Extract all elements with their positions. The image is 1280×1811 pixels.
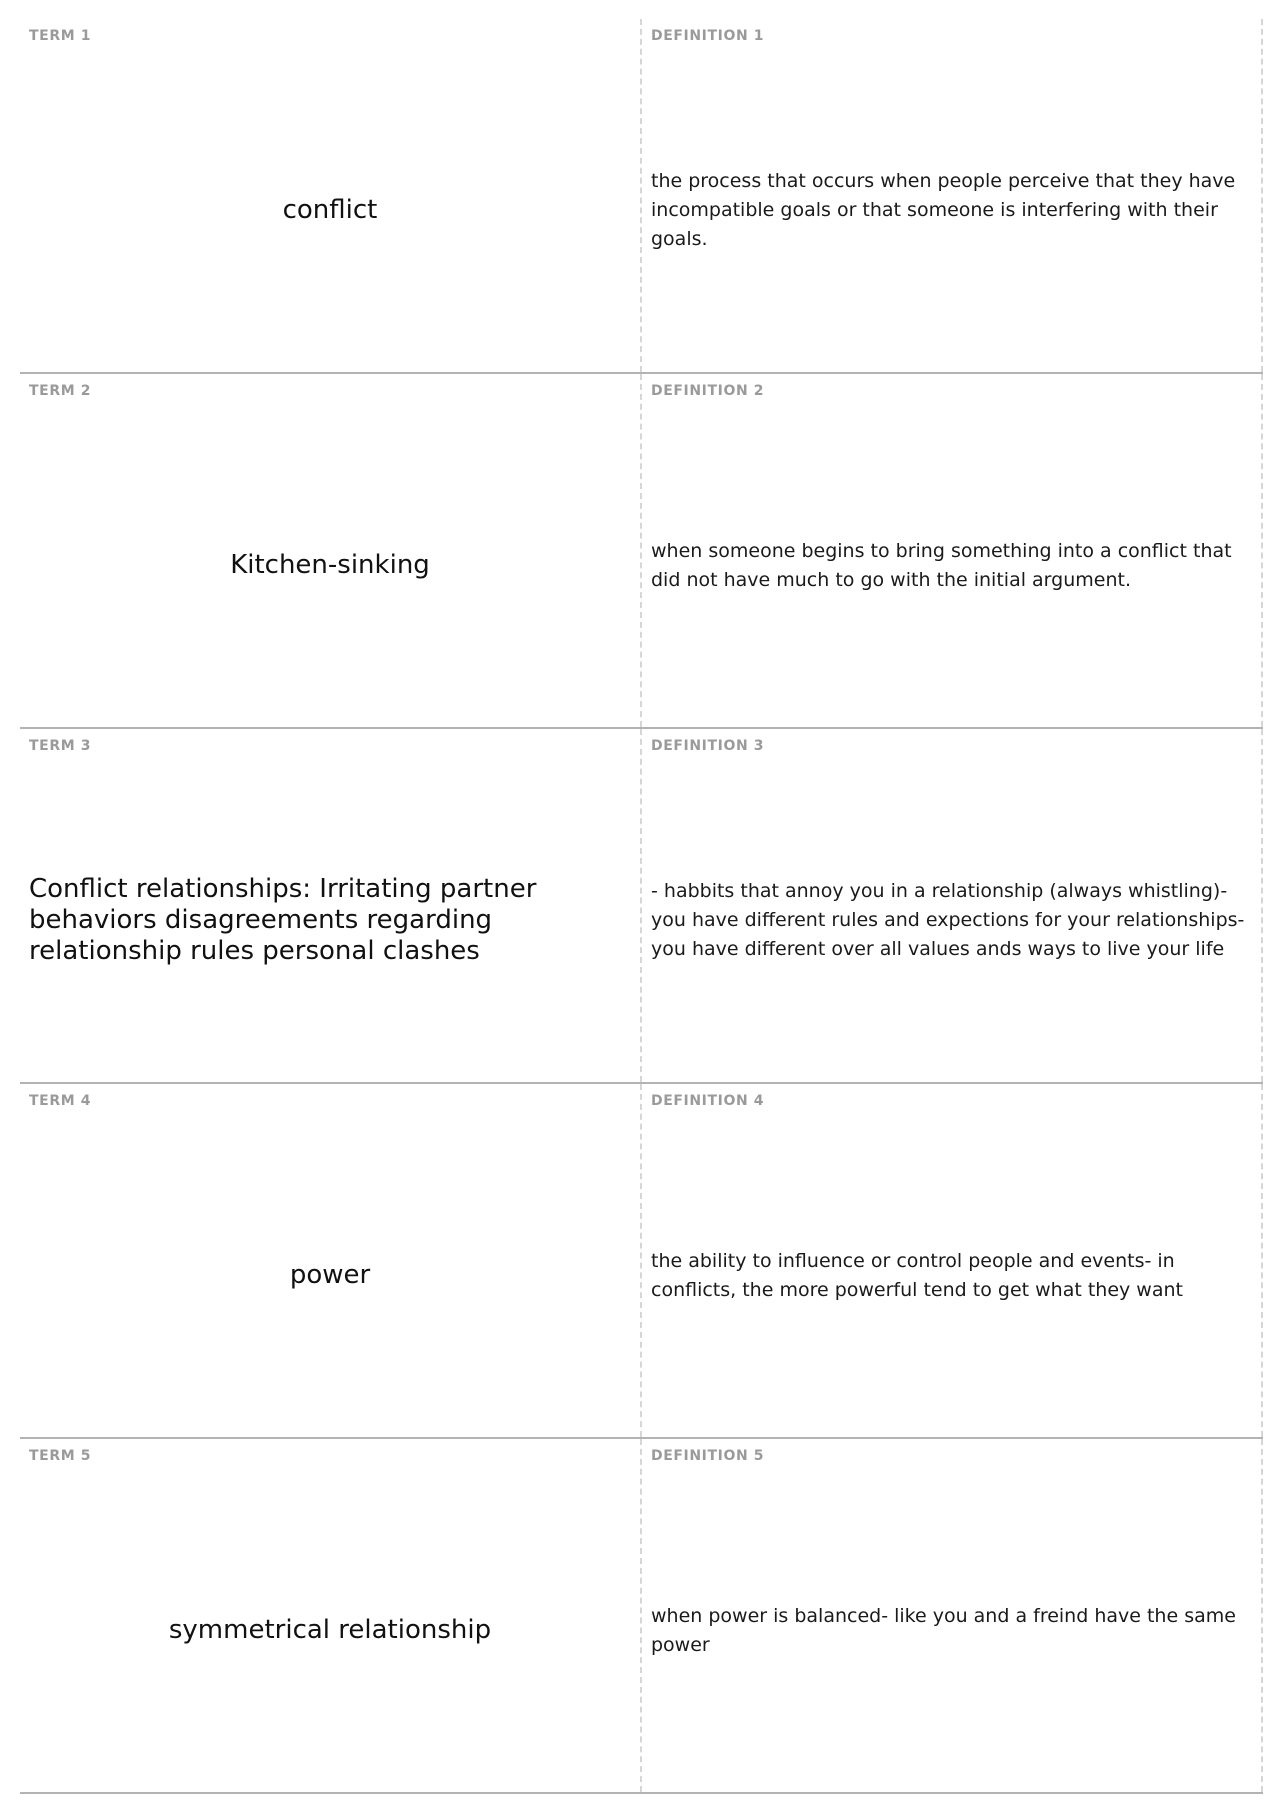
definition-label: DEFINITION 3: [651, 738, 765, 754]
term-cell-1: [20, 19, 642, 372]
flashcard-row-2: [20, 374, 1263, 729]
term-cell-5: [20, 1439, 642, 1792]
term-cell-4: [20, 1084, 642, 1437]
term-text: Kitchen-sinking: [230, 550, 430, 580]
definition-body: [651, 55, 1255, 366]
flashcard-sheet: [20, 19, 1263, 1794]
term-text: conflict: [282, 195, 378, 225]
flashcard-row-3: [20, 729, 1263, 1084]
term-cell-3: [20, 729, 642, 1082]
term-text: Conflict relationships: Irritating partner behaviors disagreements regarding relationship rules personal clashes: [29, 874, 537, 966]
flashcard-row-1: [20, 19, 1263, 374]
definition-label: DEFINITION 4: [651, 1093, 765, 1109]
term-label: TERM 1: [29, 28, 92, 44]
definition-text: when someone begins to bring something into a conflict that did not have much to go with the initial argument.: [651, 539, 1232, 591]
definition-cell-2: [642, 374, 1263, 727]
definition-text: the process that occurs when people perceive that they have incompatible goals or that someone is interfering with their goals.: [651, 170, 1236, 250]
definition-body: [651, 765, 1255, 1076]
definition-cell-4: [642, 1084, 1263, 1437]
flashcard-row-5: [20, 1439, 1263, 1794]
term-label: TERM 5: [29, 1448, 92, 1464]
definition-text: when power is balanced- like you and a freind have the same power: [651, 1604, 1236, 1656]
term-text: symmetrical relationship: [168, 1615, 492, 1645]
definition-text: the ability to influence or control people and events- in conflicts, the more powerful tend to get what they want: [651, 1249, 1183, 1301]
term-label: TERM 3: [29, 738, 92, 754]
flashcard-row-4: [20, 1084, 1263, 1439]
definition-label: DEFINITION 5: [651, 1448, 765, 1464]
term-label: TERM 4: [29, 1093, 92, 1109]
definition-cell-5: [642, 1439, 1263, 1792]
definition-text: - habbits that annoy you in a relationship (always whistling)- you have different rules and expections for your relationships- you have different over all values ands ways to live your life: [651, 880, 1245, 960]
definition-cell-3: [642, 729, 1263, 1082]
definition-body: [651, 1120, 1255, 1431]
definition-cell-1: [642, 19, 1263, 372]
definition-label: DEFINITION 2: [651, 383, 765, 399]
term-text: power: [289, 1260, 371, 1290]
term-cell-2: [20, 374, 642, 727]
definition-body: [651, 1475, 1255, 1786]
definition-label: DEFINITION 1: [651, 28, 765, 44]
term-label: TERM 2: [29, 383, 92, 399]
definition-body: [651, 410, 1255, 721]
